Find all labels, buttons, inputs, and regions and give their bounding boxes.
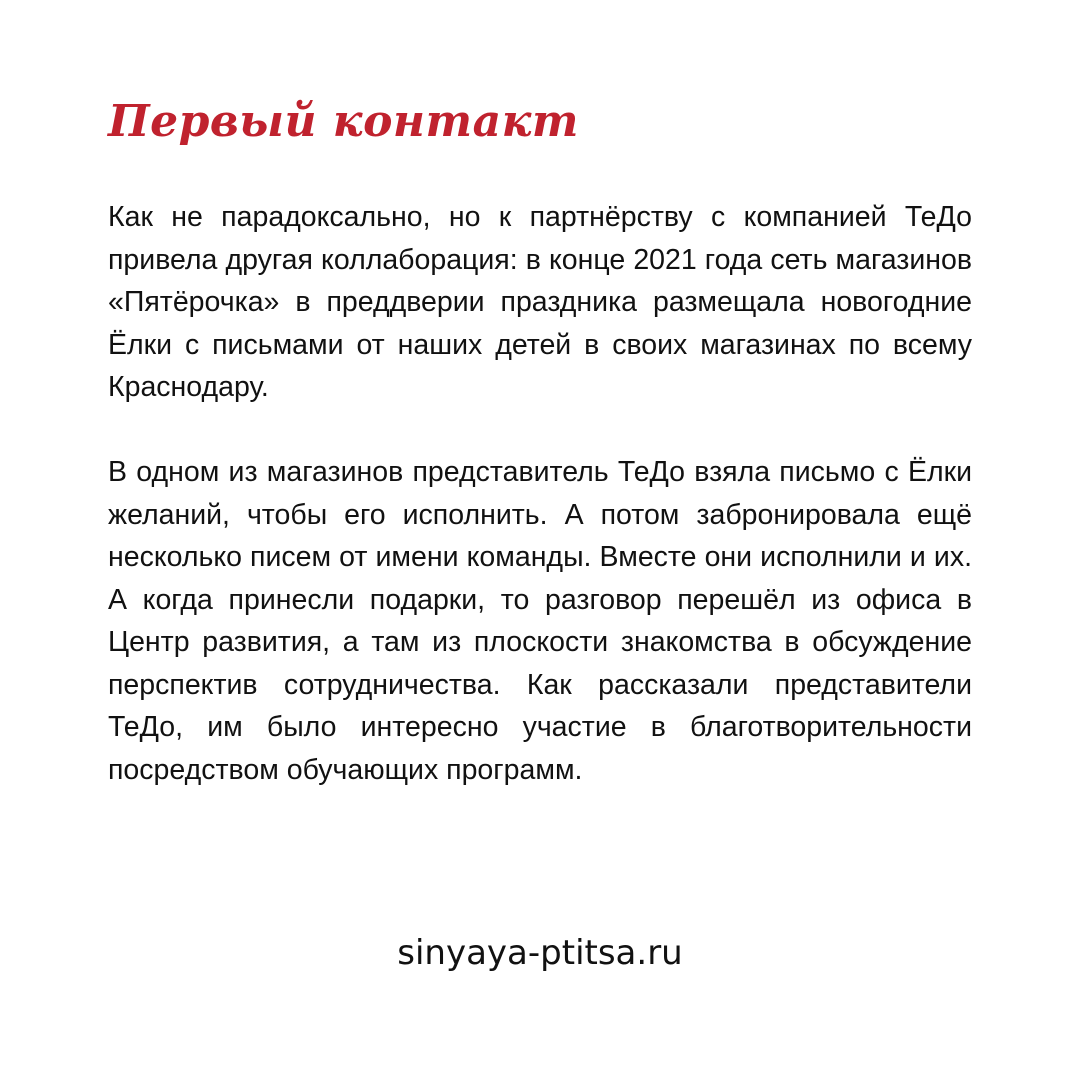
article-body xyxy=(108,196,972,791)
paragraph-first: Как не парадоксально, но к партнёрству с компанией ТеДо привела другая коллаборация: в конце 2021 года сеть магазинов «Пятёрочка» в преддверии праздника размещала новогодние Ёлки с письмами от наших детей в своих магазинах по всему Краснодару. xyxy=(108,201,972,403)
page-title: Первый контакт xyxy=(108,96,579,147)
paragraph-second: В одном из магазинов представитель ТеДо взяла письмо с Ёлки желаний, чтобы его исполнить. А потом забронировала ещё несколько писем от имени команды. Вместе они исполнили и их. А когда принесли подарки, то разговор перешёл из офиса в Центр развития, а там из плоскости знакомства в обсуждение перспектив сотрудничества. Как рассказали представители ТеДо, им было интересно участие в благотворительности посредством обучающих программ. xyxy=(108,456,972,786)
website-url: sinyaya-ptitsa.ru xyxy=(397,933,683,973)
